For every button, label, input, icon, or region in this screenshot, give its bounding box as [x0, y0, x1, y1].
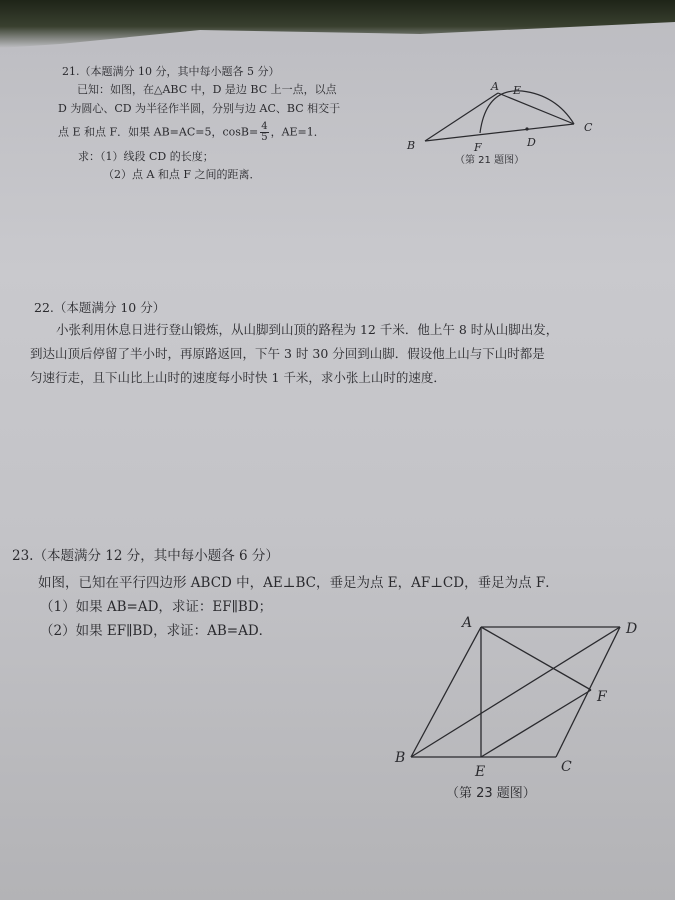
- q22-line2: 到达山顶后停留了半小时，再原路返回，下午 3 时 30 分回到山脚．假设他上山与下山时都是: [30, 346, 545, 361]
- fig23-caption: （第 23 题图）: [446, 786, 536, 801]
- q23-header: 23.（本题满分 12 分，其中每小题各 6 分）: [12, 548, 279, 564]
- fig21-label-B: B: [407, 139, 416, 152]
- fig23-label-E: E: [475, 764, 486, 780]
- fig23-label-B: B: [395, 750, 406, 766]
- fig21-label-A: A: [491, 80, 499, 93]
- q23-line1: 如图，已知在平行四边形 ABCD 中，AE⊥BC，垂足为点 E，AF⊥CD，垂足为点 F．: [38, 575, 559, 591]
- fig21-label-F: F: [474, 141, 482, 154]
- fig21-point-D: [525, 127, 528, 130]
- fig23-label-D: D: [626, 621, 638, 637]
- q22-header: 22.（本题满分 10 分）: [34, 300, 166, 315]
- q22-line1: 小张利用休息日进行登山锻炼，从山脚到山顶的路程为 12 千米．他上午 8 时从山脚出发，: [56, 322, 559, 337]
- fig21-label-C: C: [584, 121, 593, 134]
- fig21-caption: （第 21 题图）: [455, 155, 525, 166]
- fig21-side-AC: [498, 93, 574, 124]
- q21-cos-den: 5: [261, 132, 268, 143]
- q23-line2: （1）如果 AB=AD，求证：EF∥BD；: [40, 599, 273, 615]
- fig21-label-E: E: [513, 84, 522, 97]
- q23-line3: （2）如果 EF∥BD，求证：AB=AD．: [40, 623, 273, 639]
- q21-line1: 已知：如图，在△ABC 中，D 是边 BC 上一点，以点: [77, 83, 337, 96]
- q21-header: 21.（本题满分 10 分，其中每小题各 5 分）: [62, 65, 280, 78]
- q21-line3a: 点 E 和点 F．如果 AB=AC=5，cosB=: [58, 125, 259, 139]
- fig23-segment-EF: [481, 690, 591, 757]
- q22-line3: 匀速行走，且下山比上山时的速度每小时快 1 千米，求小张上山时的速度．: [30, 370, 446, 385]
- fig23-label-C: C: [561, 759, 572, 775]
- fig23-label-F: F: [597, 689, 607, 705]
- fig23-label-A: A: [462, 615, 473, 631]
- fig23-side-AB: [411, 627, 481, 757]
- q21-line3b: ，AE=1．: [270, 125, 325, 139]
- q21-ask2: （2）点 A 和点 F 之间的距离．: [103, 168, 261, 181]
- fig21-label-D: D: [527, 136, 536, 149]
- q21-line2: D 为圆心、CD 为半径作半圆，分别与边 AC、BC 相交于: [58, 102, 341, 115]
- q21-cos-num: 4: [261, 121, 268, 132]
- q21-ask1: 求：（1）线段 CD 的长度；: [78, 150, 214, 163]
- fig23-altitude-AF: [481, 627, 591, 690]
- fig21-semicircle: [480, 91, 574, 133]
